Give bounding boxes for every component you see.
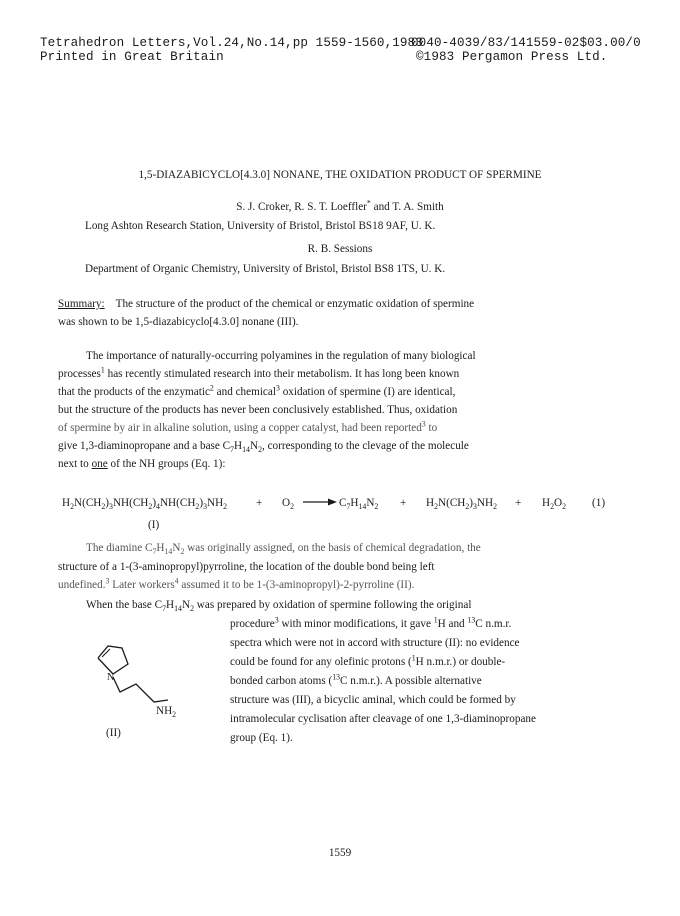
para3-line-5: bonded carbon atoms ($^{13}$C n.m.r.). A possible alternative [230, 672, 482, 687]
equation-product-peroxide: $H_2O_2$ [542, 497, 567, 512]
structure-amine-label: $NH_2$ [156, 705, 177, 720]
affiliation-2: Department of Organic Chemistry, University of Bristol, Bristol BS8 1TS, U. K. [85, 263, 446, 275]
equation-plus-2: + [400, 497, 407, 509]
para1-line-5: of spermine by air in alkaline solution, using a copper catalyst, had been reported$^3$ to [58, 419, 438, 434]
para1-line-3: that the products of the enzymatic$^2$ and chemical$^3$ oxidation of spermine (I) are identical, [58, 383, 456, 398]
summary-label: Summary: [58, 298, 105, 310]
equation-reactant: $H_2N(CH_2)_3NH(CH_2)_4NH(CH_2)_3NH_2$ [62, 497, 228, 512]
equation-product-diamine: $H_2N(CH_2)_3NH_2$ [426, 497, 498, 512]
affiliation-1: Long Ashton Research Station, University of Bristol, Bristol BS18 9AF, U. K. [85, 220, 436, 232]
para1-line-7: next to one of the NH groups (Eq. 1): [58, 458, 226, 470]
article-code: 0040-4039/83/141559-02$03.00/0 [411, 36, 641, 50]
para3-line-2: procedure$^3$ with minor modifications, it gave $^1$H and $^{13}$C n.m.r. [230, 615, 512, 630]
copyright: ©1983 Pergamon Press Ltd. [416, 50, 608, 64]
page-number: 1559 [328, 847, 352, 859]
corresponding-author-mark: * [366, 198, 371, 208]
para3-line-6: structure was (III), a bicyclic aminal, which could be formed by [230, 694, 516, 706]
equation-plus-3: + [515, 497, 522, 509]
para1-line-6: give 1,3-diaminopropane and a base $C_7H_{14}N_2$, corresponding to the clevage of the molecule [58, 440, 469, 455]
summary-line-2: was shown to be 1,5-diazabicyclo[4.3.0] nonane (III). [58, 316, 299, 328]
para1-line-4: but the structure of the products has never been conclusively established. Thus, oxidation [58, 404, 458, 416]
para2-line-1: The diamine $C_7H_{14}N_2$ was originally assigned, on the basis of chemical degradation, the [86, 542, 481, 557]
pyrroline-structure-icon [88, 640, 198, 724]
equation-plus-1: + [256, 497, 263, 509]
equation-oxygen: $O_2$ [282, 497, 295, 512]
para3-line-3: spectra which were not in accord with structure (II): no evidence [230, 637, 520, 649]
compound-label-II: (II) [106, 727, 121, 739]
summary-line-1: Summary: The structure of the product of the chemical or enzymatic oxidation of spermine [58, 298, 475, 310]
para3-line-7: intramolecular cyclisation after cleavage of one 1,3-diaminopropane [230, 713, 536, 725]
authors-line-1: S. J. Croker, R. S. T. Loeffler* and T. A. Smith [236, 198, 444, 213]
equation-number: (1) [592, 497, 606, 509]
para1-line-1: The importance of naturally-occurring polyamines in the regulation of many biological [86, 350, 476, 362]
journal-citation: Tetrahedron Letters,Vol.24,No.14,pp 1559-1560,1983 [40, 36, 423, 50]
authors-line-2: R. B. Sessions [307, 243, 373, 255]
para1-line-2: processes$^1$ has recently stimulated research into their metabolism. It has long been known [58, 365, 460, 380]
printed-note: Printed in Great Britain [40, 50, 224, 64]
para3-line-1: When the base $C_7H_{14}N_2$ was prepared by oxidation of spermine following the original [86, 599, 472, 614]
para3-line-8: group (Eq. 1). [230, 732, 293, 744]
structure-nitrogen-label: N [107, 672, 115, 683]
compound-label-I: (I) [148, 519, 160, 531]
equation-product-base: $C_7H_{14}N_2$ [339, 497, 379, 512]
para2-line-3: undefined.$^3$ Later workers$^4$ assumed it to be 1-(3-aminopropyl)-2-pyrroline (II). [58, 576, 415, 591]
para3-line-4: could be found for any olefinic protons ($^1$H n.m.r.) or double- [230, 653, 506, 668]
para2-line-2: structure of a 1-(3-aminopropyl)pyrroline, the location of the double bond being left [58, 561, 435, 573]
reaction-arrow-icon [302, 496, 338, 508]
paper-title: 1,5-DIAZABICYCLO[4.3.0] NONANE, THE OXIDATION PRODUCT OF SPERMINE [138, 169, 542, 181]
